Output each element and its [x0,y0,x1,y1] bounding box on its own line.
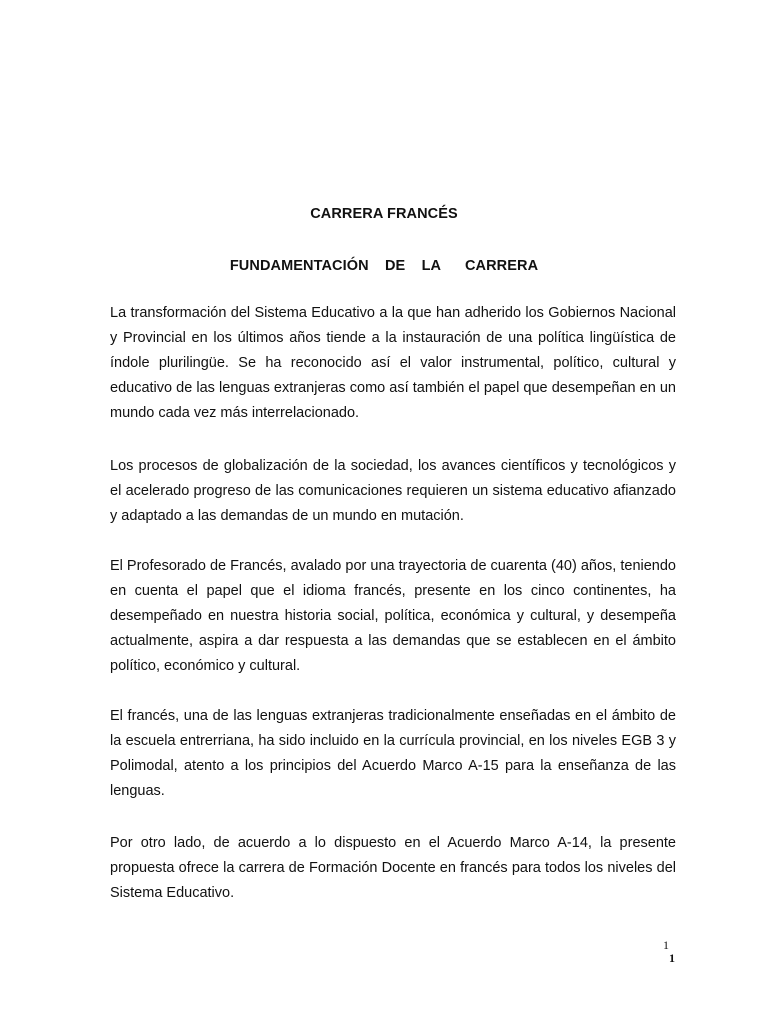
section-heading: FUNDAMENTACIÓN DE LA CARRERA [229,258,539,274]
paragraph: Por otro lado, de acuerdo a lo dispuesto en el Acuerdo Marco A-14, la presente propuesta ofrece la carrera de Formación Docente en francés para todos los niveles del Sistema Educativo. [110,835,676,901]
document-title: CARRERA FRANCÉS [310,206,458,222]
paragraph: Los procesos de globalización de la sociedad, los avances científicos y tecnológicos y el acelerado progreso de las comunicaciones requieren un sistema educativo afianzado y adaptado a las demandas de un mundo en mutación. [110,458,676,524]
paragraph: El francés, una de las lenguas extranjeras tradicionalmente enseñadas en el ámbito de la escuela entrerriana, ha sido incluido en la currícula provincial, en los niveles EGB 3 y Polimodal, atento a los principios del Acuerdo Marco A-15 para la enseñanza de las lenguas. [110,708,676,799]
page-number-bold: 1 [669,951,675,965]
page-number: 1 [663,938,669,952]
paragraph: La transformación del Sistema Educativo a la que han adherido los Gobiernos Nacional y Provincial en los últimos años tiende a la instauración de una política lingüística de índole plurilingüe. Se ha reconocido así el valor instrumental, político, cultural y educativo de las lenguas extranjeras como así también el papel que desempeñan en un mundo cada vez más interrelacionado. [110,305,676,421]
paragraph: El Profesorado de Francés, avalado por una trayectoria de cuarenta (40) años, teniendo en cuenta el papel que el idioma francés, presente en los cinco continentes, ha desempeñado en nuestra historia social, política, económica y cultural, y desempeña actualmente, aspira a dar respuesta a las demandas que se establecen en el ámbito político, económico y cultural. [110,558,676,674]
